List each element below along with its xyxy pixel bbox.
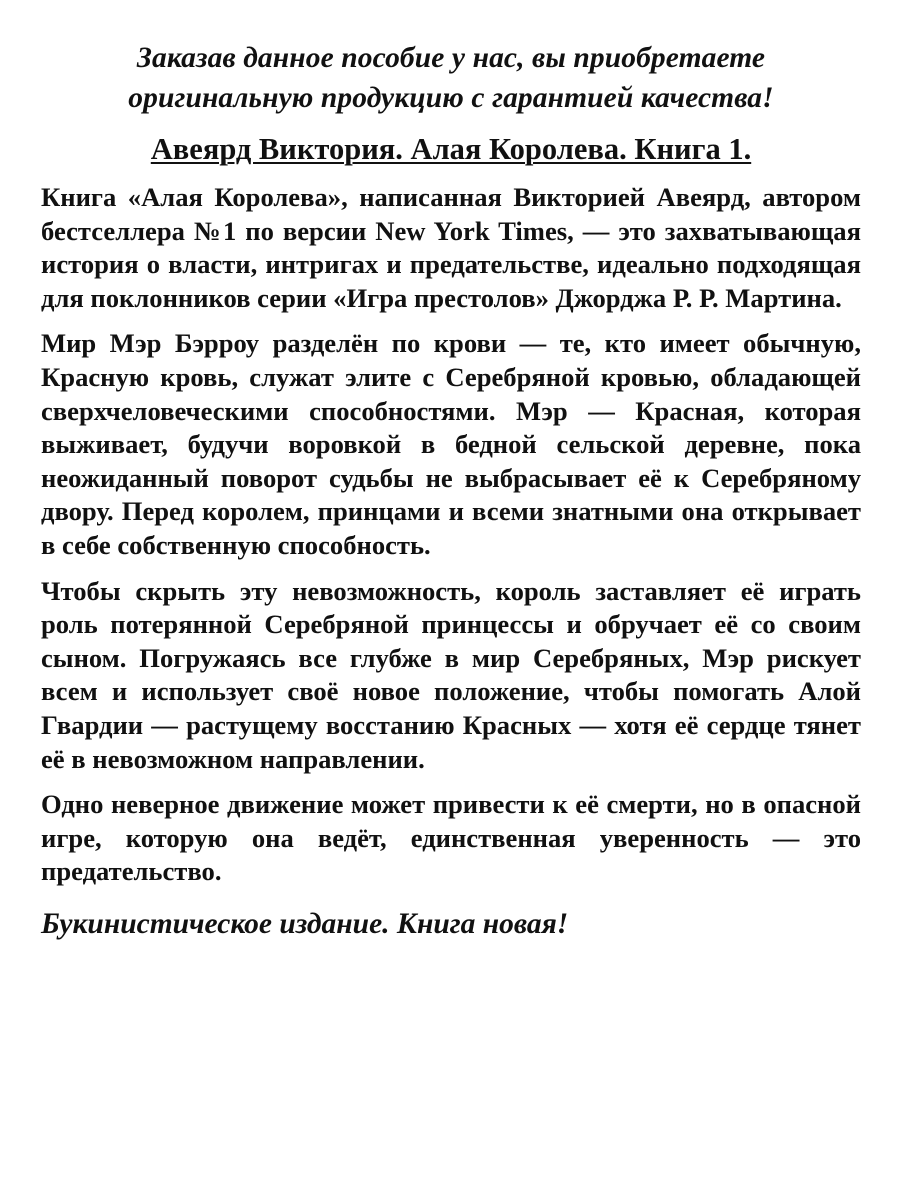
description-paragraph-1: Книга «Алая Королева», написанная Викторией Авеярд, автором бестселлера №1 по версии New York Times, — это захватывающая история о власти, интригах и предательстве, идеально подходящая для поклонников серии «Игра престолов» Джорджа Р. Р. Мартина. bbox=[41, 182, 861, 313]
guarantee-notice bbox=[41, 38, 861, 118]
guarantee-line-1: Заказав данное пособие у нас, вы приобретаете bbox=[136, 42, 766, 74]
description-paragraph-4: Одно неверное движение может привести к её смерти, но в опасной игре, которую она ведёт, единственная уверенность — это предательство. bbox=[41, 789, 861, 887]
condition-note: Букинистическое издание. Книга новая! bbox=[41, 907, 569, 940]
guarantee-line-2: оригинальную продукцию с гарантией качества! bbox=[128, 82, 774, 114]
description-paragraph-3: Чтобы скрыть эту невозможность, король заставляет её играть роль потерянной Серебряной принцессы и обручает её со своим сыном. Погружаясь все глубже в мир Серебряных, Мэр рискует всем и использует своё новое положение, чтобы помогать Алой Гвардии — растущему восстанию Красных — хотя её сердце тянет её в невозможном направлении. bbox=[41, 575, 861, 774]
product-description-page bbox=[41, 38, 861, 944]
description-paragraph-2: Мир Мэр Бэрроу разделён по крови — те, кто имеет обычную, Красную кровь, служат элите с Серебряной кровью, обладающей сверхчеловеческими способностями. Мэр — Красная, которая выживает, будучи воровкой в бедной сельской деревне, пока неожиданный поворот судьбы не выбрасывает её к Серебряному двору. Перед королем, принцами и всеми знатными она открывает в себе собственную способность. bbox=[41, 328, 861, 560]
book-title: Авеярд Виктория. Алая Королева. Книга 1. bbox=[150, 132, 752, 166]
